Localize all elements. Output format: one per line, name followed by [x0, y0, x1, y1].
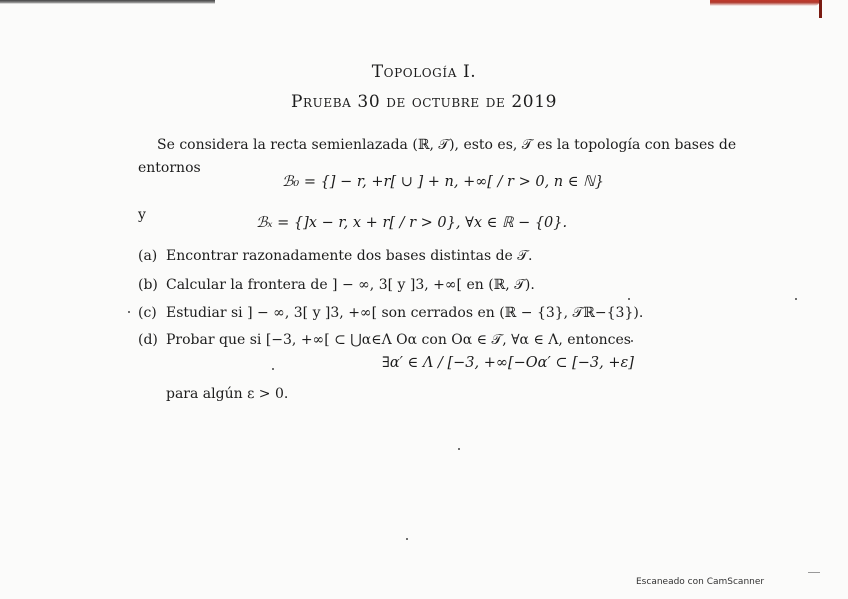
- formula-base-zero: ℬ₀ = {] − r, +r[ ∪ ] + n, +∞[ / r > 0, n ∈ ℕ}: [282, 174, 604, 190]
- scan-edge-right: [819, 0, 822, 18]
- exercise-item-a: [138, 248, 532, 264]
- item-text: Calcular la frontera de ] − ∞, 3[ y ]3, +∞[ en (ℝ, 𝒯).: [166, 277, 535, 293]
- scan-speck: [406, 538, 408, 540]
- item-text: Encontrar razonadamente dos bases distintas de 𝒯.: [166, 248, 533, 264]
- connector-word: y: [138, 207, 146, 223]
- scan-speck: [128, 311, 130, 313]
- scan-speck: [628, 298, 630, 300]
- item-text: Estudiar si ] − ∞, 3[ y ]3, +∞[ son cerrados en (ℝ − {3}, 𝒯ℝ−{3}).: [166, 305, 644, 321]
- scan-edge-red-mark: [710, 0, 820, 6]
- scan-speck: [631, 340, 633, 342]
- exercise-item-b: [138, 277, 535, 293]
- item-label: (a): [138, 248, 158, 264]
- scanner-watermark: Escaneado con CamScanner: [636, 577, 765, 587]
- intro-paragraph-line2: entornos: [138, 160, 201, 176]
- item-label: (d): [138, 332, 158, 348]
- formula-item-d: ∃α′ ∈ Λ / [−3, +∞[−Oα′ ⊂ [−3, +ε]: [382, 355, 634, 371]
- scan-speck: [458, 448, 460, 450]
- document-subtitle: Prueba 30 de octubre de 2019: [290, 92, 558, 112]
- item-text: Probar que si [−3, +∞[ ⊂ ⋃α∈Λ Oα con Oα ∈ 𝒯, ∀α ∈ Λ, entonces: [166, 332, 631, 348]
- item-label: (c): [138, 305, 157, 321]
- exercise-item-d: [138, 332, 631, 348]
- scan-speck: [272, 368, 274, 370]
- scan-speck: [795, 298, 797, 300]
- scan-edge-mark: [808, 572, 820, 573]
- document-title: Topología I.: [371, 62, 477, 82]
- closing-text: para algún ε > 0.: [166, 386, 289, 402]
- item-label: (b): [138, 277, 158, 293]
- formula-base-x: ℬₓ = {]x − r, x + r[ / r > 0}, ∀x ∈ ℝ − {0}.: [256, 215, 568, 231]
- exercise-item-c: [138, 305, 643, 321]
- scan-edge-shadow: [0, 0, 215, 4]
- intro-paragraph-line1: Se considera la recta semienlazada (ℝ, 𝒯), esto es, 𝒯 es la topología con bases de: [157, 137, 737, 153]
